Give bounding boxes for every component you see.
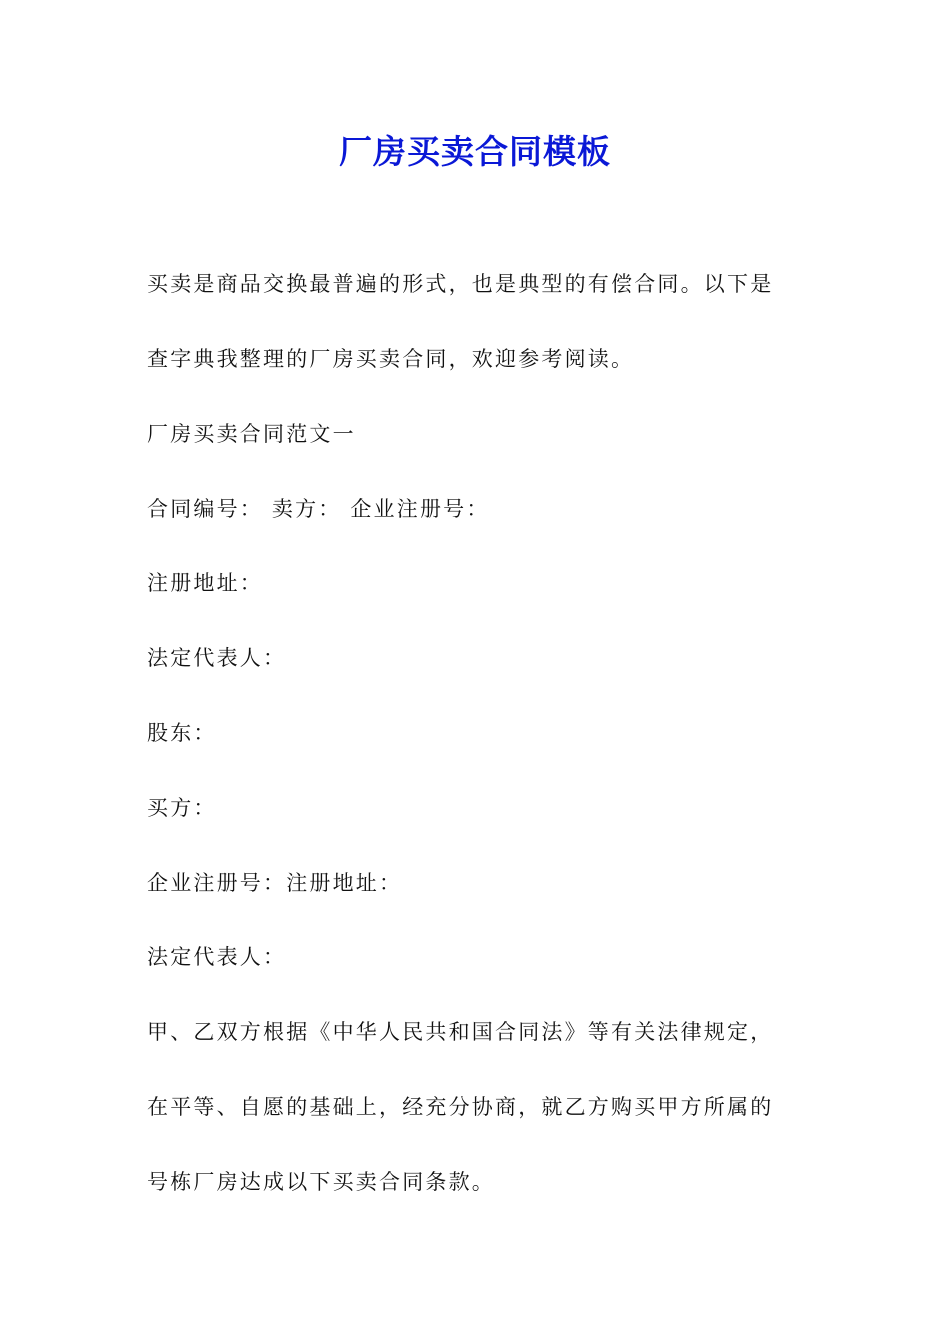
paragraph-line: 查字典我整理的厂房买卖合同，欢迎参考阅读。 xyxy=(147,347,635,371)
paragraph-line: 号栋厂房达成以下买卖合同条款。 xyxy=(147,1170,495,1194)
paragraph-line: 在平等、自愿的基础上，经充分协商，就乙方购买甲方所属的 xyxy=(147,1095,774,1119)
contract-field-line: 买方： xyxy=(147,796,217,820)
contract-field-line: 注册地址： xyxy=(147,571,263,595)
contract-field-line: 法定代表人： xyxy=(147,945,287,969)
contract-field-line: 法定代表人： xyxy=(147,646,287,670)
paragraph-line: 买卖是商品交换最普遍的形式，也是典型的有偿合同。以下是 xyxy=(147,272,774,296)
paragraph-line: 甲、乙双方根据《中华人民共和国合同法》等有关法律规定， xyxy=(147,1020,774,1044)
section-heading: 厂房买卖合同范文一 xyxy=(147,422,356,446)
contract-field-line: 股东： xyxy=(147,721,217,745)
contract-field-line: 合同编号： 卖方： 企业注册号： xyxy=(147,497,490,521)
page-title: 厂房买卖合同模板 xyxy=(339,132,611,171)
contract-field-line: 企业注册号：注册地址： xyxy=(147,871,403,895)
